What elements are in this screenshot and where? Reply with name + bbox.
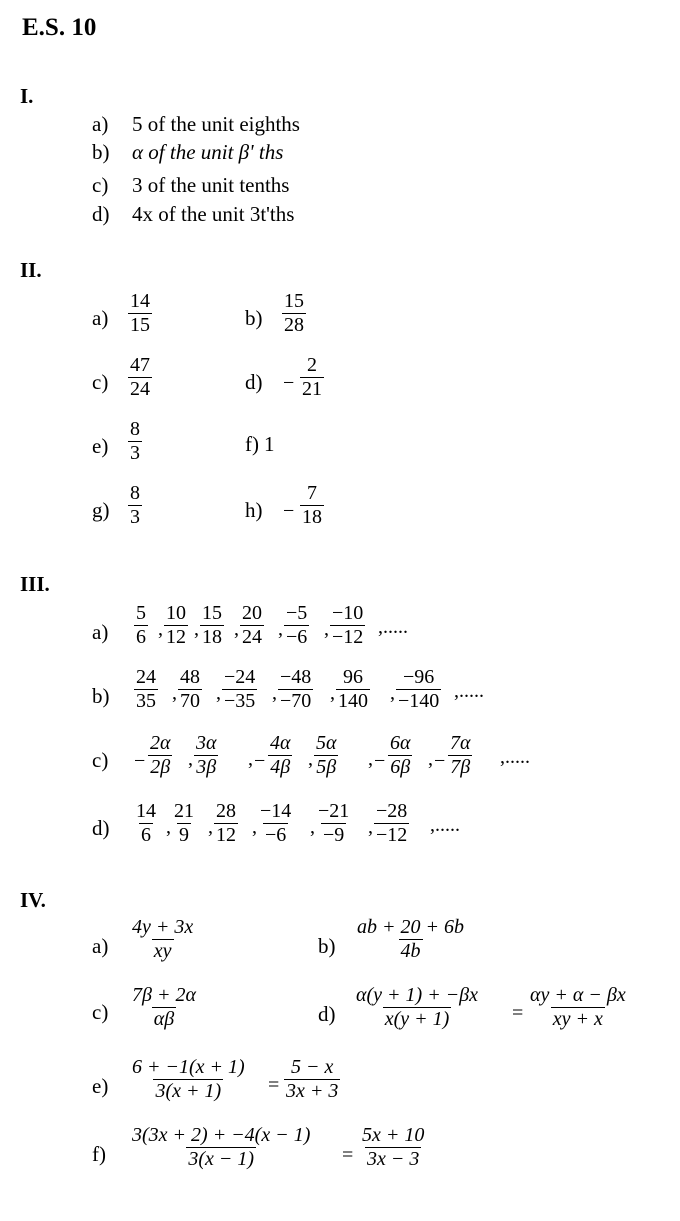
comma: ,	[324, 618, 329, 640]
fraction: $\frac{7}{18}$	[302, 482, 322, 528]
comma: ,	[172, 682, 177, 704]
comma: ,	[428, 748, 433, 770]
fraction: $\frac{3\alpha}{3\beta}$	[196, 732, 217, 778]
item-II-c-label: c)	[92, 370, 109, 394]
comma: ,	[234, 618, 239, 640]
item-II-b-label: b)	[245, 306, 263, 330]
item-IV-b-label: b)	[318, 934, 336, 958]
fraction: $\frac{-10}{-12}$	[332, 602, 364, 648]
minus-sign: −	[374, 750, 386, 772]
ellipsis: ,.....	[500, 746, 530, 768]
equals-sign: =	[268, 1074, 280, 1096]
fraction: $\frac{15}{28}$	[284, 290, 304, 336]
fraction: $\frac{20}{24}$	[242, 602, 262, 648]
equals-sign: =	[342, 1144, 354, 1166]
fraction: $\frac{6\alpha}{6\beta}$	[390, 732, 411, 778]
item-IV-a-label: a)	[92, 934, 109, 958]
comma: ,	[272, 682, 277, 704]
comma: ,	[252, 816, 257, 838]
fraction: $\frac{28}{12}$	[216, 800, 236, 846]
fraction: $\frac{4\alpha}{4\beta}$	[270, 732, 291, 778]
fraction: $\frac{14}{15}$	[130, 290, 150, 336]
minus-sign: −	[134, 750, 146, 772]
fraction: $\frac{47}{24}$	[130, 354, 150, 400]
fraction: $\frac{24}{35}$	[136, 666, 156, 712]
item-II-a-label: a)	[92, 306, 109, 330]
fraction: $\frac{8}{3}$	[130, 482, 140, 528]
comma: ,	[166, 816, 171, 838]
fraction: $\frac{5 - x}{3x + 3}$	[286, 1056, 339, 1102]
item-II-d-label: d)	[245, 370, 263, 394]
fraction: $\frac{2}{21}$	[302, 354, 322, 400]
item-II-f-label: f)	[245, 432, 259, 456]
item-I-b-text: α of the unit β' ths	[132, 140, 284, 164]
ellipsis: ,.....	[378, 616, 408, 638]
comma: ,	[308, 748, 313, 770]
comma: ,	[310, 816, 315, 838]
fraction: $\frac{-5}{-6}$	[286, 602, 308, 648]
item-II-f-value: 1	[264, 432, 275, 456]
comma: ,	[188, 748, 193, 770]
fraction: $\frac{-14}{-6}$	[260, 800, 292, 846]
section-heading-II: II.	[20, 258, 42, 282]
comma: ,	[208, 816, 213, 838]
item-I-d-label: d)	[92, 202, 110, 226]
fraction: $\frac{4y + 3x}{xy}$	[132, 916, 194, 962]
fraction: $\frac{-48}{-70}$	[280, 666, 312, 712]
minus-sign: −	[283, 500, 295, 522]
fraction: $\frac{-24}{-35}$	[224, 666, 256, 712]
fraction: $\frac{\alpha y + \alpha - \beta x}{xy + x}$	[530, 984, 626, 1030]
comma: ,	[216, 682, 221, 704]
fraction: $\frac{5}{6}$	[136, 602, 146, 648]
item-III-c-label: c)	[92, 748, 109, 772]
item-I-a-label: a)	[92, 112, 109, 136]
comma: ,	[158, 618, 163, 640]
fraction: $\frac{-28}{-12}$	[376, 800, 408, 846]
item-IV-f-label: f)	[92, 1142, 106, 1166]
item-IV-c-label: c)	[92, 1000, 109, 1024]
item-III-a-label: a)	[92, 620, 109, 644]
section-heading-III: III.	[20, 572, 50, 596]
item-IV-d-label: d)	[318, 1002, 336, 1026]
item-I-a-text: 5 of the unit eighths	[132, 112, 300, 136]
fraction: $\frac{96}{140}$	[338, 666, 368, 712]
item-I-c-label: c)	[92, 173, 109, 197]
fraction: $\frac{-21}{-9}$	[318, 800, 350, 846]
fraction: $\frac{8}{3}$	[130, 418, 140, 464]
item-II-g-label: g)	[92, 498, 110, 522]
fraction: $\frac{ab + 20 + 6b}{4b}$	[357, 916, 464, 962]
comma: ,	[390, 682, 395, 704]
fraction: $\frac{48}{70}$	[180, 666, 200, 712]
comma: ,	[194, 618, 199, 640]
minus-sign: −	[434, 750, 446, 772]
fraction: $\frac{7\alpha}{7\beta}$	[450, 732, 471, 778]
fraction: $\frac{6 + -1(x + 1)}{3(x + 1)}$	[132, 1056, 245, 1102]
equals-sign: =	[512, 1002, 524, 1024]
item-II-e-label: e)	[92, 434, 109, 458]
fraction: $\frac{5x + 10}{3x - 3}$	[362, 1124, 425, 1170]
item-I-c-text: 3 of the unit tenths	[132, 173, 290, 197]
item-IV-e-label: e)	[92, 1074, 109, 1098]
section-heading-IV: IV.	[20, 888, 46, 912]
item-I-d-text: 4x of the unit 3t'ths	[132, 202, 295, 226]
comma: ,	[368, 816, 373, 838]
minus-sign: −	[283, 372, 295, 394]
fraction: $\frac{10}{12}$	[166, 602, 186, 648]
item-III-d-label: d)	[92, 816, 110, 840]
section-heading-I: I.	[20, 84, 34, 108]
fraction: $\frac{7\beta + 2\alpha}{\alpha\beta}$	[132, 984, 196, 1030]
page-title: E.S. 10	[22, 14, 97, 41]
fraction: $\frac{15}{18}$	[202, 602, 222, 648]
fraction: $\frac{\alpha(y + 1) + -\beta x}{x(y + 1)}$	[356, 984, 479, 1030]
fraction: $\frac{3(3x + 2) + -4(x - 1)}{3(x - 1)}$	[132, 1124, 311, 1170]
comma: ,	[248, 748, 253, 770]
fraction: $\frac{2\alpha}{2\beta}$	[150, 732, 171, 778]
fraction: $\frac{-96}{-140}$	[398, 666, 440, 712]
ellipsis: ,.....	[430, 814, 460, 836]
fraction: $\frac{14}{6}$	[136, 800, 156, 846]
comma: ,	[330, 682, 335, 704]
minus-sign: −	[254, 750, 266, 772]
item-I-b-label: b)	[92, 140, 110, 164]
comma: ,	[368, 748, 373, 770]
ellipsis: ,.....	[454, 680, 484, 702]
item-II-h-label: h)	[245, 498, 263, 522]
fraction: $\frac{21}{9}$	[174, 800, 194, 846]
item-III-b-label: b)	[92, 684, 110, 708]
fraction: $\frac{5\alpha}{5\beta}$	[316, 732, 337, 778]
comma: ,	[278, 618, 283, 640]
